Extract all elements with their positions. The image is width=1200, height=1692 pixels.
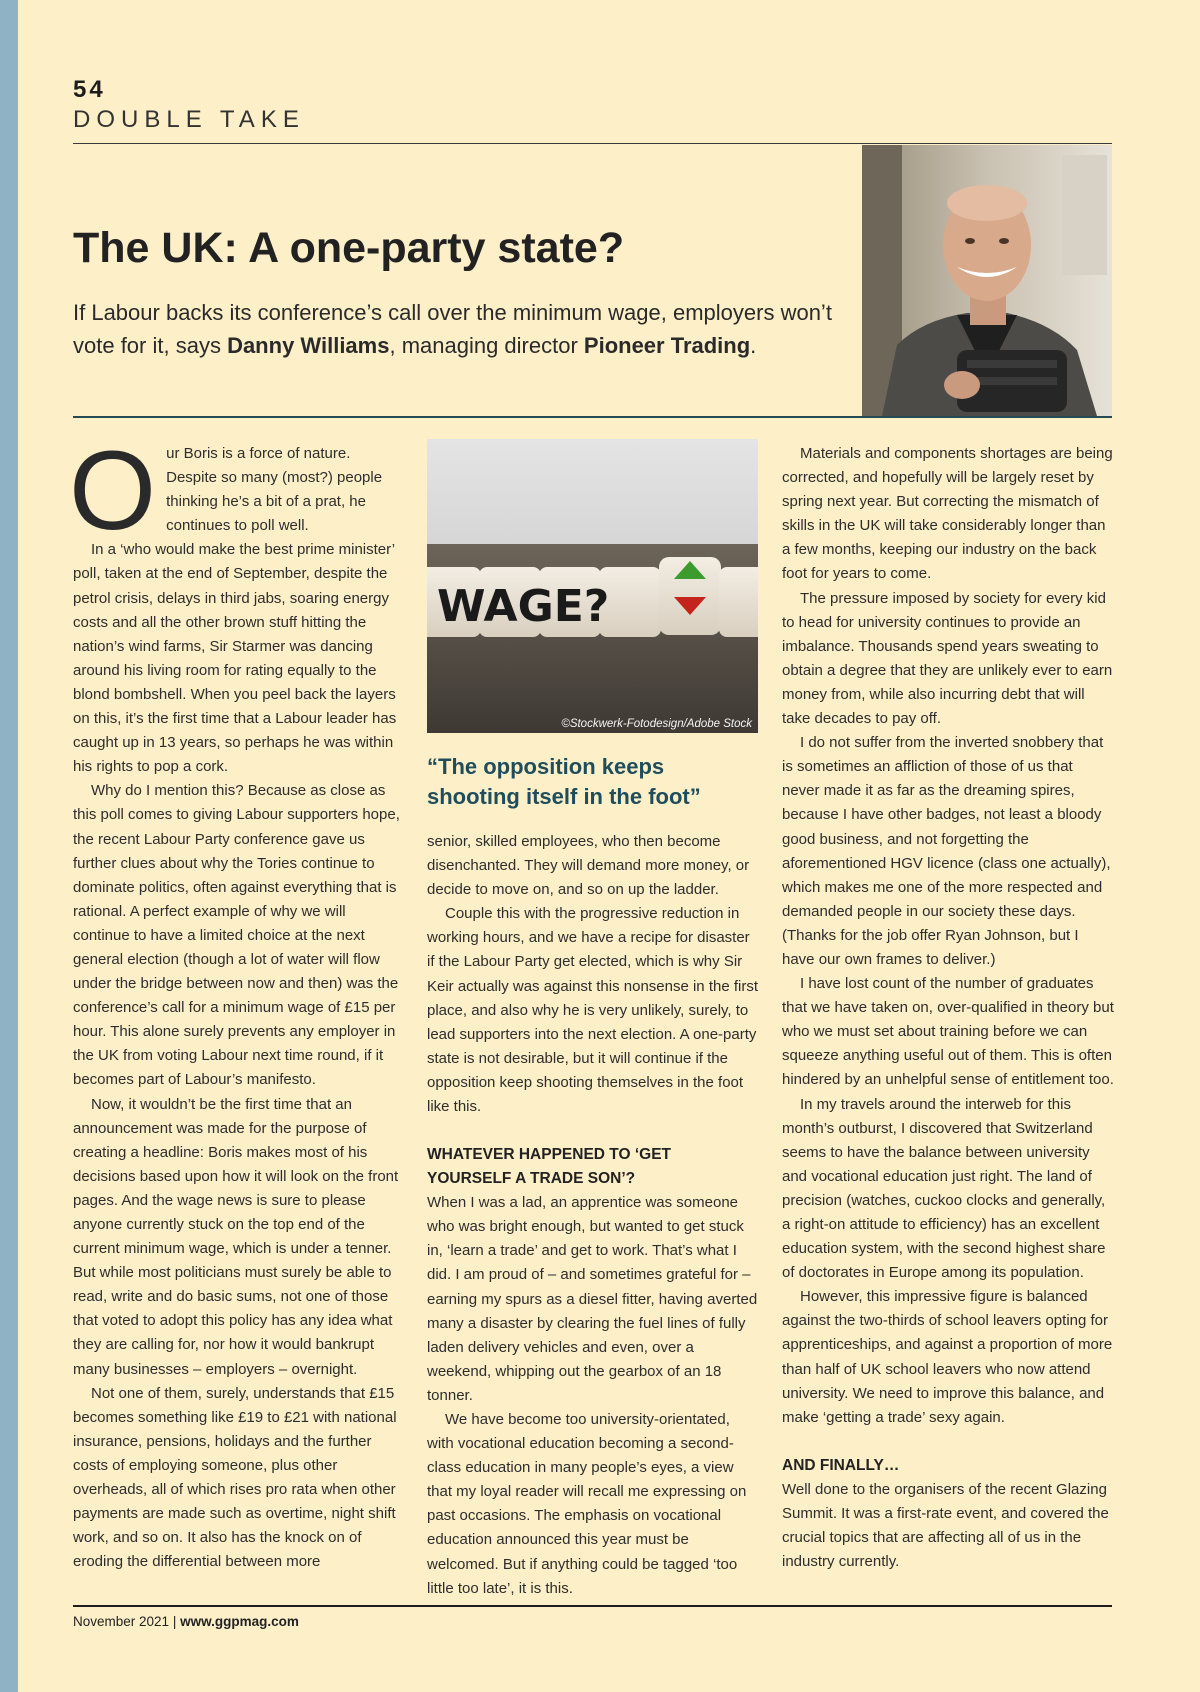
paragraph: In my travels around the interweb for this month’s outburst, I discovered that Switzerland seems to have the balance between university and vocational education just right. The land of precision (watches, cuckoo clocks and generally, a right-on attitude to efficiency) has an excellent education system, with the second highest share of doctorates in Europe among its population. xyxy=(782,1095,1106,1282)
paragraph: I have lost count of the number of graduates that we have taken on, over-qualified in theory but who we must set about training before we can squeeze anything useful out of them. This is often hindered by an unhelpful sense of entitlement too. xyxy=(782,975,1114,1089)
company-name: Pioneer Trading xyxy=(583,333,751,358)
paragraph: In a ‘who would make the best prime minister’ poll, taken at the end of September, despite the petrol crisis, delays in third jabs, soaring energy costs and all the other brown stuff hitting the nation’s wind farms, Sir Starmer was dancing around his living room for rating equally to the blond bombshell. When you peel back the layers on this, it’s the first time that a Labour leader has caught up in 13 years, so perhaps he was within his rights to pop a cork. xyxy=(73,541,397,776)
author-name: Danny Williams xyxy=(227,333,390,358)
paragraph: Now, it wouldn’t be the first time that an announcement was made for the purpose of creating a headline: Boris makes most of his decisions based upon how it will look on the front pages. And the wage news is sure to please anyone currently stuck on the top end of the current minimum wage, which is under a tenner. But while most politicians must surely be able to read, write and do basic sums, not one of those that voted to adopt this policy has any idea what they are calling for, nor how it would bankrupt many businesses – employers – overnight. xyxy=(73,1095,399,1378)
footer-separator: | xyxy=(169,1614,181,1629)
paragraph: Materials and components shortages are being corrected, and hopefully will be largely reset by spring next year. But correcting the mismatch of skills in the UK will take considerably longer than a few months, keeping our industry on the back foot for years to come. xyxy=(782,445,1113,583)
article-column-2 xyxy=(427,830,759,1601)
headline-divider xyxy=(73,416,1112,418)
standfirst-intro: If Labour backs its conference’s call over the minimum wage, employers won’t vote for it, says xyxy=(73,300,832,358)
standfirst-end: . xyxy=(750,333,757,358)
paragraph: I do not suffer from the inverted snobbery that is sometimes an affliction of those of us that never made it as far as the dreaming spires, because I have other badges, not least a bloody good business, and not forgetting the aforementioned HGV licence (class one actually), which makes me one of the more respected and demanded people in our society these days. (Thanks for the job offer Ryan Johnson, but I have our own frames to deliver.) xyxy=(782,734,1111,968)
wage-dice-photo xyxy=(427,439,758,733)
header-divider xyxy=(73,143,1112,144)
paragraph: senior, skilled employees, who then become disenchanted. They will demand more money, or decide to move on, and so on up the ladder. xyxy=(427,833,750,899)
article-column-1 xyxy=(69,428,405,1574)
page-number: 54 xyxy=(73,76,106,103)
paragraph: Why do I mention this? Because as close as this poll comes to giving Labour supporters hope, the recent Labour Party conference gave us further clues about why the Tories continue to dominate politics, often against everything that is rational. A perfect example of why we will continue to have a limited choice at the next general election (though a lot of water will flow under the bridge between now and then) was the conference’s call for a minimum wage of £15 per hour. This alone surely prevents any employer in the UK from voting Labour next time round, if it becomes part of Labour’s manifesto. xyxy=(73,782,400,1089)
photo-credit: ©Stockwerk-Fotodesign/Adobe Stock xyxy=(561,718,752,730)
paragraph: When I was a lad, an apprentice was someone who was bright enough, but wanted to get stuck in, ‘learn a trade’ and get to work. That’s what I did. I am proud of – and sometimes grateful for – earning my spurs as a diesel fitter, having averted many a disaster by clearing the fuel lines of fully laden delivery vehicles and even, over a weekend, whipping out the gearbox of an 18 tonner. xyxy=(427,1194,758,1404)
page-footer xyxy=(73,1614,299,1629)
article-headline: The UK: A one-party state? xyxy=(73,224,625,272)
subheading: AND FINALLY… xyxy=(782,1456,900,1474)
paragraph: Well done to the organisers of the recent Glazing Summit. It was a first-rate event, and covered the crucial topics that are affecting all of us in the industry currently. xyxy=(782,1480,1109,1571)
page-spine xyxy=(0,0,18,1692)
paragraph: The pressure imposed by society for every kid to head for university continues to provide an imbalance. Thousands spend years sweating to obtain a degree that they are unlikely ever to earn money from, while also incurring debt that will take decades to pay off. xyxy=(782,589,1113,728)
pull-quote: “The opposition keeps shooting itself in the foot” xyxy=(427,754,701,809)
article-column-3 xyxy=(782,442,1114,1574)
section-title: DOUBLE TAKE xyxy=(73,106,305,133)
paragraph: We have become too university-orientated, with vocational education becoming a second-class education in many people’s eyes, a view that my loyal reader will recall me expressing on past occasions. The emphasis on vocational education announced this year must be welcomed. But if anything could be tagged ‘too little too late’, it is this. xyxy=(427,1410,747,1597)
paragraph: Not one of them, surely, understands that £15 becomes something like £19 to £21 with national insurance, pensions, holidays and the further costs of employing someone, plus other overheads, all of which rises pro rata when other payments are made such as overtime, night shift work, and so on. It also has the knock on of eroding the differential between more xyxy=(73,1384,397,1571)
paragraph: Couple this with the progressive reduction in working hours, and we have a recipe for disaster if the Labour Party get elected, which is why Sir Keir actually was against this nonsense in the first place, and also why he is very unlikely, surely, to lead supporters into the next election. A one-party state is not desirable, but it will continue if the opposition keep shooting themselves in the foot like this. xyxy=(427,905,759,1116)
issue-date: November 2021 xyxy=(73,1614,170,1629)
dice-letters: WAGE? xyxy=(437,581,610,632)
author-portrait xyxy=(862,145,1112,416)
paragraph: However, this impressive figure is balanced against the two-thirds of school leavers opting for apprenticeships, and against a proportion of more than half of UK school leavers who now attend university. We need to improve this balance, and make ‘getting a trade’ sexy again. xyxy=(782,1288,1113,1426)
drop-cap: O xyxy=(69,428,157,553)
standfirst-mid: , managing director xyxy=(389,333,584,358)
footer-divider xyxy=(73,1605,1112,1607)
paragraph: ur Boris is a force of nature. Despite so many (most?) people thinking he’s a bit of a prat, he continues to poll well. xyxy=(166,445,383,535)
article-standfirst xyxy=(73,296,853,362)
website-link[interactable]: www.ggpmag.com xyxy=(180,1614,299,1629)
subheading: WHATEVER HAPPENED TO ‘GET YOURSELF A TRADE SON’? xyxy=(427,1146,672,1188)
